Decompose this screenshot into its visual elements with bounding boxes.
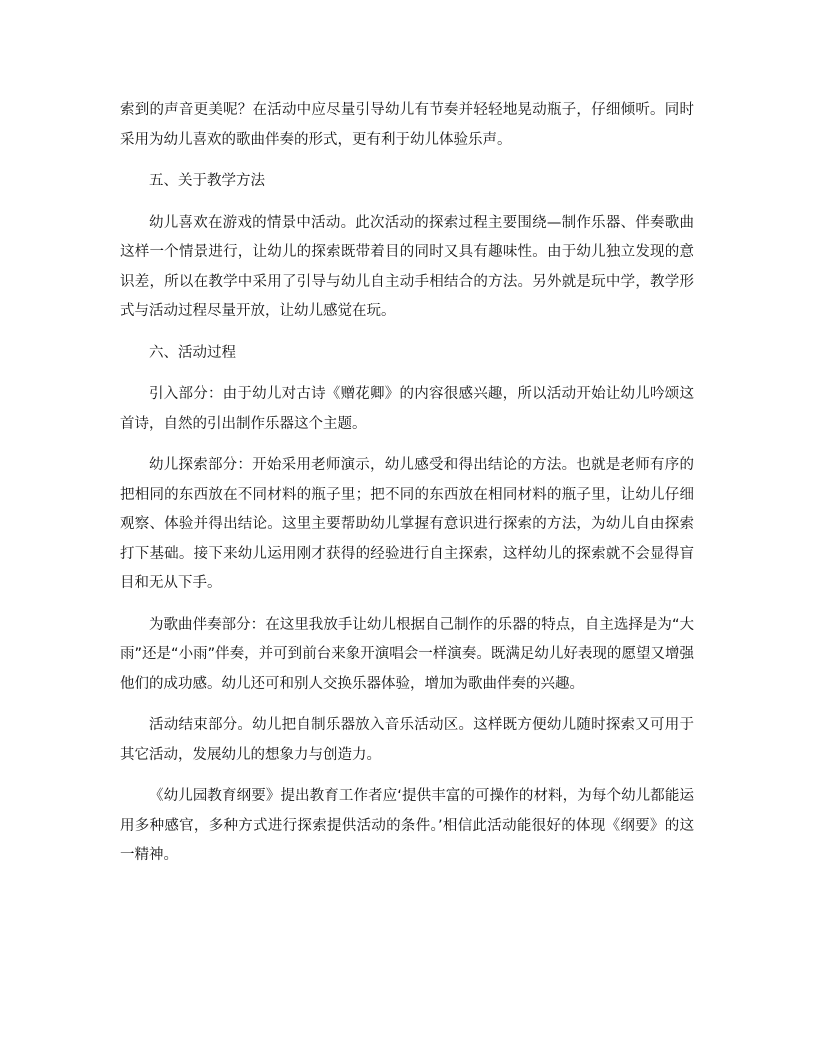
paragraph-song-accompaniment: 为歌曲伴奏部分：在这里我放手让幼儿根据自己制作的乐器的特点，自主选择是为“大雨”还是“小雨”伴奏，并可到前台来象开演唱会一样演奏。既满足幼儿好表现的愿望又增强他们的成功感。幼儿还可和别人交换乐器体验，增加为歌曲伴奏的兴趣。 [120,616,694,692]
paragraph-activity-end: 活动结束部分。幼儿把自制乐器放入音乐活动区。这样既方便幼儿随时探索又可用于其它活动，发展幼儿的想象力与创造力。 [120,717,694,763]
spacer [120,770,694,782]
section-heading-activity-process: 六、活动过程 [149,344,236,361]
paragraph-continuation: 索到的声音更美呢？在活动中应尽量引导幼儿有节奏并轻轻地晃动瓶子，仔细倾听。同时采用为幼儿喜欢的歌曲伴奏的形式，更有利于幼儿体验乐声。 [120,102,694,148]
paragraph-exploration: 幼儿探索部分：开始采用老师演示，幼儿感受和得出结论的方法。也就是老师有序的把相同的东西放在不同材料的瓶子里；把不同的东西放在相同材料的瓶子里，让幼儿仔细观察、体验并得出结论。这里主要帮助幼儿掌握有意识进行探索的方法，为幼儿自由探索打下基础。接下来幼儿运用刚才获得的经验进行自主探索，这样幼儿的探索就不会显得盲目和无从下手。 [120,457,694,591]
document-page [120,96,694,871]
spacer [120,155,694,167]
spacer [120,327,694,339]
spacer [120,197,694,209]
spacer [120,599,694,611]
section-heading-teaching-methods: 五、关于教学方法 [149,173,265,189]
spacer [120,699,694,711]
paragraph-guidelines: 《幼儿园教育纲要》提出教育工作者应‘提供丰富的可操作的材料，为每个幼儿都能运用多种感官，多种方式进行探索提供活动的条件。’相信此活动能很好的体现《纲要》的这一精神。 [120,788,694,863]
paragraph-teaching-methods: 幼儿喜欢在游戏的情景中活动。此次活动的探索过程主要围绕—制作乐器、伴奏歌曲这样一个情景进行，让幼儿的探索既带着目的同时又具有趣味性。由于幼儿独立发现的意识差，所以在教学中采用了引导与幼儿自主动手相结合的方法。另外就是玩中学，教学形式与活动过程尽量开放，让幼儿感觉在玩。 [120,214,694,319]
spacer [120,368,694,380]
spacer [120,439,694,451]
paragraph-introduction: 引入部分：由于幼儿对古诗《赠花卿》的内容很感兴趣，所以活动开始让幼儿吟颂这首诗，自然的引出制作乐器这个主题。 [120,386,694,432]
